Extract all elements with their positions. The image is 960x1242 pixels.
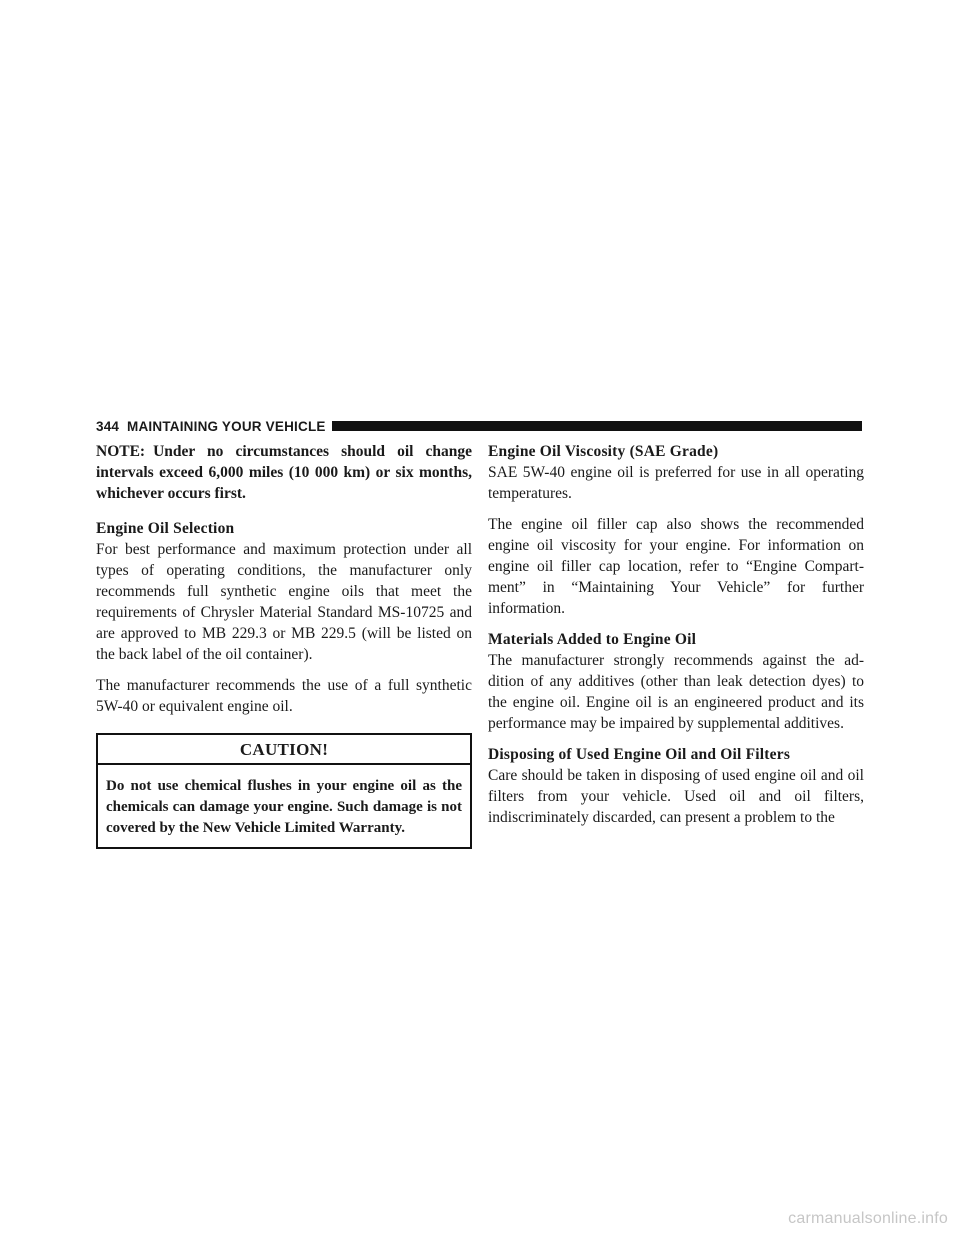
caution-body: Do not use chemical flushes in your engine oil as the chemicals can damage your engine. Such damage is not covered by the New Vehicle Limited Warranty. (106, 778, 462, 836)
watermark: carmanualsonline.info (788, 1210, 948, 1227)
engine-oil-selection-paragraph-1: For best performance and maximum protection under all types of operating conditions, the manufacturer only recommends full synthetic engine oils that meet the requirements of Chrysler Material Standard MS-10725 and are approved to MB 229.3 or MB 229.5 (will be listed on the back label of the oil container). (96, 541, 472, 663)
viscosity-heading: Engine Oil Viscosity (SAE Grade) (488, 443, 719, 460)
page-number: 344 (96, 418, 120, 434)
caution-title: CAUTION! (98, 735, 470, 765)
additives-heading: Materials Added to Engine Oil (488, 631, 697, 648)
note-paragraph (96, 441, 472, 504)
note-text: Under no circumstances should oil change intervals exceed 6,000 miles (10 000 km) or six months, whichever occurs first. (96, 443, 472, 502)
caution-box (96, 733, 472, 849)
header-text (96, 419, 332, 434)
additives-paragraph: The manufacturer strongly recommends against the ad-dition of any additives (other than leak detection dyes) to the engine oil. Engine oil is an engineered product and its performance may be impaired by supplemental additives. (488, 652, 864, 732)
engine-oil-selection-heading: Engine Oil Selection (96, 520, 235, 537)
header-rule (332, 421, 862, 431)
viscosity-paragraph-2: The engine oil filler cap also shows the recommended engine oil viscosity for your engine. For information on engine oil filler cap location, refer to “Engine Compart-ment” in “Maintaining Your Vehicle” for further information. (488, 516, 864, 617)
page-header (96, 417, 862, 435)
left-column (96, 441, 472, 849)
right-column (488, 441, 864, 838)
section-title: MAINTAINING YOUR VEHICLE (127, 418, 326, 434)
disposal-paragraph: Care should be taken in disposing of used engine oil and oil filters from your vehicle. Used oil and oil filters, indiscriminately discarded, can present a problem to the (488, 767, 864, 826)
viscosity-paragraph-1: SAE 5W-40 engine oil is preferred for use in all operating temperatures. (488, 464, 864, 502)
engine-oil-selection-paragraph-2: The manufacturer recommends the use of a full synthetic 5W-40 or equivalent engine oil. (96, 677, 472, 715)
note-label: NOTE: (96, 443, 146, 460)
disposal-heading: Disposing of Used Engine Oil and Oil Filters (488, 746, 791, 763)
